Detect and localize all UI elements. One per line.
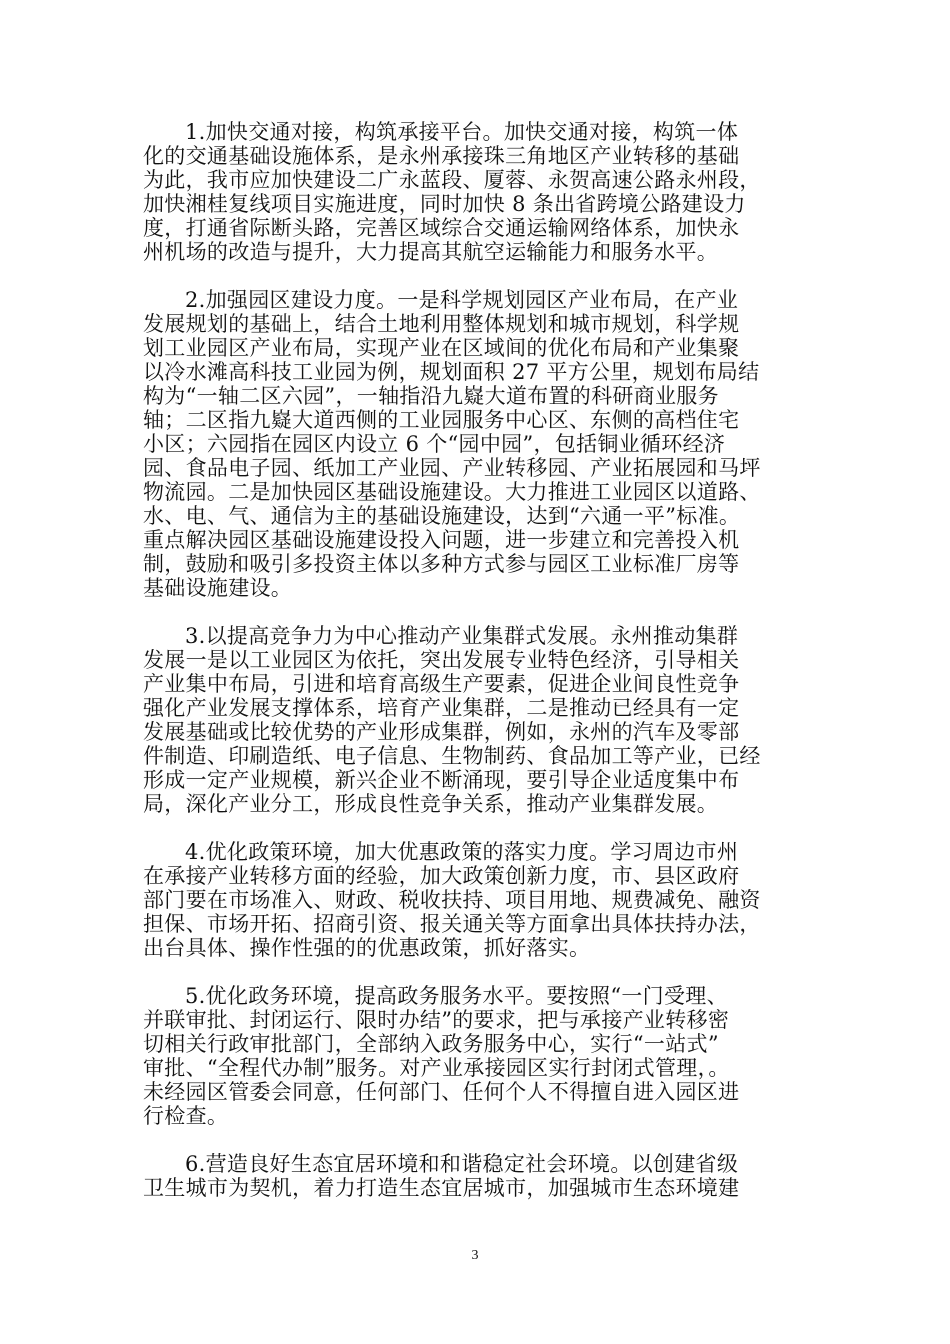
paragraph-line: 切相关行政审批部门，全部纳入政务服务中心，实行“一站式” [143, 1032, 719, 1056]
paragraph-line: 未经园区管委会同意，任何部门、任何个人不得擅自进入园区进 [143, 1080, 740, 1104]
paragraph-line: 1.加快交通对接，构筑承接平台。加快交通对接，构筑一体 [185, 120, 739, 144]
paragraph-line: 卫生城市为契机，着力打造生态宜居城市，加强城市生态环境建 [143, 1176, 740, 1200]
paragraph-line: 担保、市场开拓、招商引资、报关通关等方面拿出具体扶持办法， [143, 912, 761, 936]
paragraph-line: 审批、“全程代办制”服务。对产业承接园区实行封闭式管理，。 [143, 1056, 730, 1080]
paragraph-line: 5.优化政务环境，提高政务服务水平。要按照“一门受理、 [185, 984, 728, 1008]
paragraph-line: 在承接产业转移方面的经验，加大政策创新力度，市、县区政府 [143, 864, 740, 888]
paragraph-line: 化的交通基础设施体系，是永州承接珠三角地区产业转移的基础 [143, 144, 740, 168]
paragraph-line: 以冷水滩高科技工业园为例，规划面积 27 平方公里，规划布局结 [143, 360, 760, 384]
paragraph-line: 发展基础或比较优势的产业形成集群，例如，永州的汽车及零部 [143, 720, 740, 744]
paragraph-line: 强化产业发展支撑体系，培育产业集群，二是推动已经具有一定 [143, 696, 740, 720]
paragraph-line: 6.营造良好生态宜居环境和和谐稳定社会环境。以创建省级 [185, 1152, 739, 1176]
paragraph-line: 4.优化政策环境，加大优惠政策的落实力度。学习周边市州 [185, 840, 739, 864]
paragraph-line: 基础设施建设。 [143, 576, 293, 600]
paragraph-line: 为此，我市应加快建设二广永蓝段、厦蓉、永贺高速公路永州段， [143, 168, 761, 192]
paragraph-line: 园、食品电子园、纸加工产业园、产业转移园、产业拓展园和马坪 [143, 456, 761, 480]
paragraph-line: 部门要在市场准入、财政、税收扶持、项目用地、规费减免、融资 [143, 888, 761, 912]
paragraph [143, 624, 823, 816]
paragraph [143, 288, 823, 600]
paragraph-line: 形成一定产业规模，新兴企业不断涌现，要引导企业适度集中布 [143, 768, 740, 792]
paragraph-line: 州机场的改造与提升，大力提高其航空运输能力和服务水平。 [143, 240, 719, 264]
paragraph-line: 产业集中布局，引进和培育高级生产要素，促进企业间良性竞争 [143, 672, 740, 696]
document-body [143, 120, 823, 1224]
paragraph-line: 加快湘桂复线项目实施进度，同时加快 8 条出省跨境公路建设力 [143, 192, 746, 216]
page-number: 3 [471, 1248, 479, 1263]
paragraph [143, 840, 823, 960]
paragraph-line: 小区；六园指在园区内设立 6 个“园中园”，包括铜业循环经济 [143, 432, 726, 456]
paragraph-line: 出台具体、操作性强的的优惠政策，抓好落实。 [143, 936, 591, 960]
paragraph [143, 1152, 823, 1200]
paragraph-line: 发展一是以工业园区为依托，突出发展专业特色经济，引导相关 [143, 648, 740, 672]
paragraph-line: 制，鼓励和吸引多投资主体以多种方式参与园区工业标准厂房等 [143, 552, 740, 576]
paragraph-line: 度，打通省际断头路，完善区域综合交通运输网络体系，加快永 [143, 216, 740, 240]
paragraph [143, 120, 823, 264]
paragraph-line: 并联审批、封闭运行、限时办结”的要求，把与承接产业转移密 [143, 1008, 730, 1032]
paragraph-line: 3.以提高竞争力为中心推动产业集群式发展。永州推动集群 [185, 624, 739, 648]
paragraph-line: 件制造、印刷造纸、电子信息、生物制药、食品加工等产业，已经 [143, 744, 761, 768]
paragraph-line: 划工业园区产业布局，实现产业在区域间的优化布局和产业集聚 [143, 336, 740, 360]
paragraph-line: 物流园。二是加快园区基础设施建设。大力推进工业园区以道路、 [143, 480, 761, 504]
paragraph-line: 发展规划的基础上，结合土地利用整体规划和城市规划，科学规 [143, 312, 740, 336]
paragraph-line: 2.加强园区建设力度。一是科学规划园区产业布局，在产业 [185, 288, 739, 312]
paragraph-line: 局，深化产业分工，形成良性竞争关系，推动产业集群发展。 [143, 792, 719, 816]
paragraph [143, 984, 823, 1128]
paragraph-line: 重点解决园区基础设施建设投入问题，进一步建立和完善投入机 [143, 528, 740, 552]
paragraph-line: 构为“一轴二区六园”，一轴指沿九嶷大道布置的科研商业服务 [143, 384, 719, 408]
paragraph-line: 水、电、气、通信为主的基础设施建设，达到“六通一平”标准。 [143, 504, 741, 528]
paragraph-line: 行检查。 [143, 1104, 229, 1128]
paragraph-line: 轴；二区指九嶷大道西侧的工业园服务中心区、东侧的高档住宅 [143, 408, 740, 432]
